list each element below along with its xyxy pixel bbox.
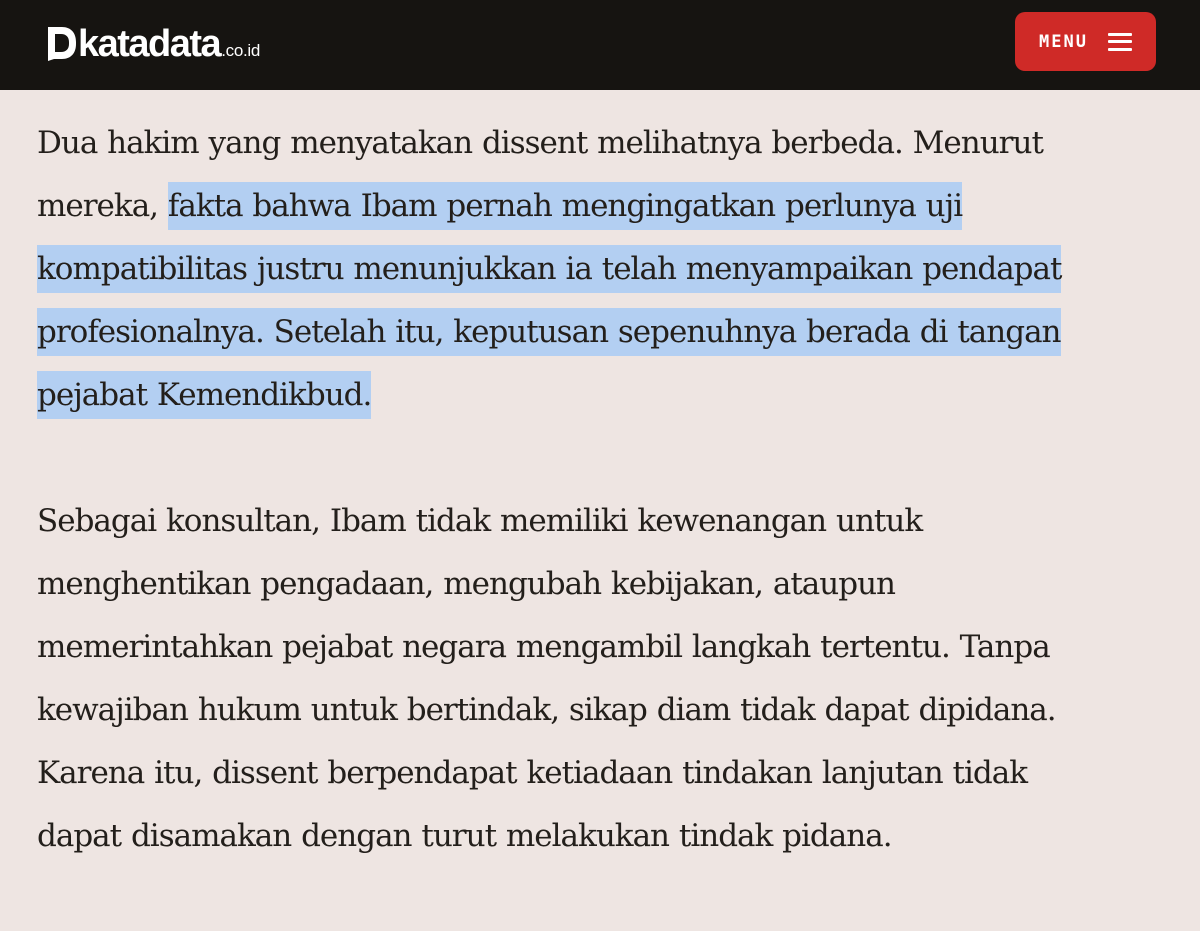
menu-button[interactable] [1015, 12, 1156, 71]
logo-domain-suffix: .co.id [221, 41, 261, 60]
paragraph-line [37, 301, 1187, 364]
article-body [37, 112, 1187, 931]
katadata-d-logo-icon [48, 27, 76, 61]
site-logo[interactable] [48, 23, 261, 65]
paragraph-line: Karena itu, dissent berpendapat ketiadaan tindakan lanjutan tidak [37, 755, 1028, 791]
paragraph-line: dapat disamakan dengan turut melakukan tindak pidana. [37, 818, 892, 854]
hamburger-icon [1108, 33, 1132, 51]
article-paragraph-2 [37, 490, 1187, 868]
top-navigation-bar [0, 0, 1200, 90]
paragraph-line: Sebagai konsultan, Ibam tidak memiliki kewenangan untuk [37, 503, 923, 539]
selected-text[interactable]: pejabat Kemendikbud. [37, 371, 371, 419]
paragraph-line: kewajiban hukum untuk bertindak, sikap diam tidak dapat dipidana. [37, 692, 1056, 728]
paragraph-text: mereka, [37, 188, 168, 224]
selected-text[interactable]: profesionalnya. Setelah itu, keputusan sepenuhnya berada di tangan [37, 308, 1061, 356]
paragraph-line: menghentikan pengadaan, mengubah kebijakan, ataupun [37, 566, 895, 602]
paragraph-line [37, 175, 1187, 238]
selected-text[interactable]: kompatibilitas justru menunjukkan ia telah menyampaikan pendapat [37, 245, 1061, 293]
menu-button-label: MENU [1039, 31, 1088, 52]
paragraph-line [37, 238, 1187, 301]
logo-wordmark: katadata [78, 23, 221, 65]
article-paragraph-1 [37, 112, 1187, 427]
paragraph-line [37, 364, 1187, 427]
paragraph-line: Dua hakim yang menyatakan dissent melihatnya berbeda. Menurut [37, 125, 1043, 161]
selected-text[interactable]: fakta bahwa Ibam pernah mengingatkan perlunya uji [168, 182, 962, 230]
paragraph-line: memerintahkan pejabat negara mengambil langkah tertentu. Tanpa [37, 629, 1050, 665]
